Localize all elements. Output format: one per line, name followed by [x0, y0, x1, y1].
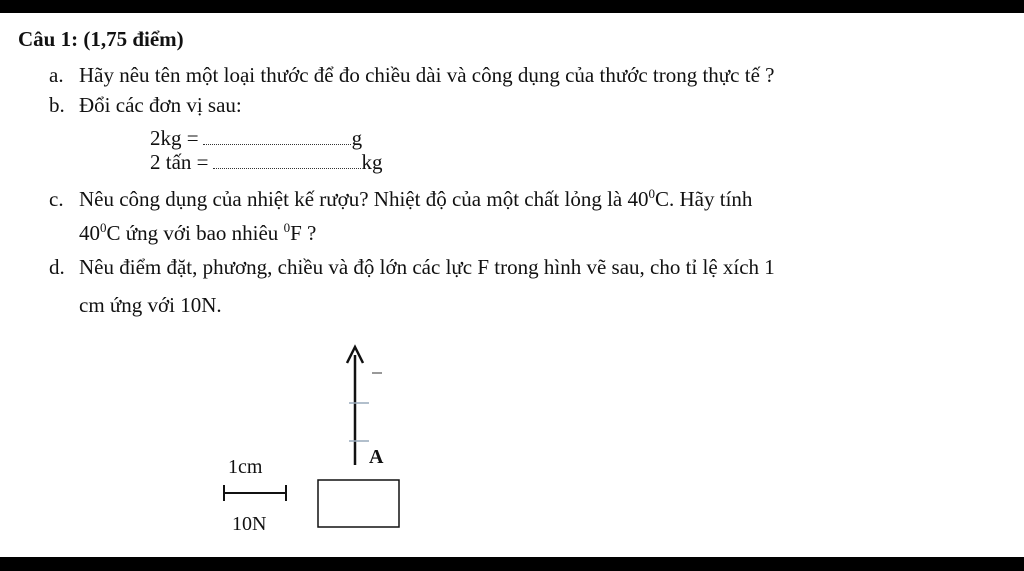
- part-c-line2-start: 40: [79, 221, 100, 245]
- part-d-line-2: cm ứng với 10N.: [79, 293, 222, 317]
- object-box: [318, 480, 399, 527]
- conversion-2-left: 2 tấn =: [150, 150, 209, 174]
- scale-label-bottom: 10N: [232, 513, 267, 535]
- part-c-line2-mid: C ứng với bao nhiêu: [106, 221, 284, 245]
- part-c-prefix: c.: [49, 187, 64, 211]
- degree-sup-1: 0: [648, 186, 655, 201]
- part-c-line1-start: Nêu công dụng của nhiệt kế rượu? Nhiệt độ của một chất lỏng là 40: [79, 187, 649, 211]
- part-a-text: Hãy nêu tên một loại thước để đo chiều dài và công dụng của thước trong thực tế ?: [79, 63, 775, 87]
- part-d-line1: Nêu điểm đặt, phương, chiều và độ lớn các lực F trong hình vẽ sau, cho tỉ lệ xích 1: [79, 255, 775, 279]
- worksheet: [0, 13, 1024, 557]
- scale-label-top: 1cm: [228, 456, 263, 478]
- question-title: Câu 1: (1,75 điểm): [18, 27, 184, 51]
- conversion-1-left: 2kg =: [150, 126, 199, 150]
- degree-sup-2: 0: [100, 220, 107, 235]
- conversion-1-unit: g: [351, 126, 363, 150]
- force-diagram: [0, 13, 1024, 557]
- conversion-2-unit: kg: [361, 150, 383, 174]
- part-b-prefix: b.: [49, 93, 65, 117]
- part-c-line1-end: C. Hãy tính: [655, 187, 753, 211]
- part-a-prefix: a.: [49, 63, 64, 87]
- part-d-prefix: d.: [49, 255, 65, 279]
- degree-sup-3: 0: [283, 220, 291, 235]
- part-b-text: Đổi các đơn vị sau:: [79, 93, 242, 117]
- point-label-a: A: [369, 446, 384, 468]
- part-c-line2-end: F ?: [290, 221, 317, 245]
